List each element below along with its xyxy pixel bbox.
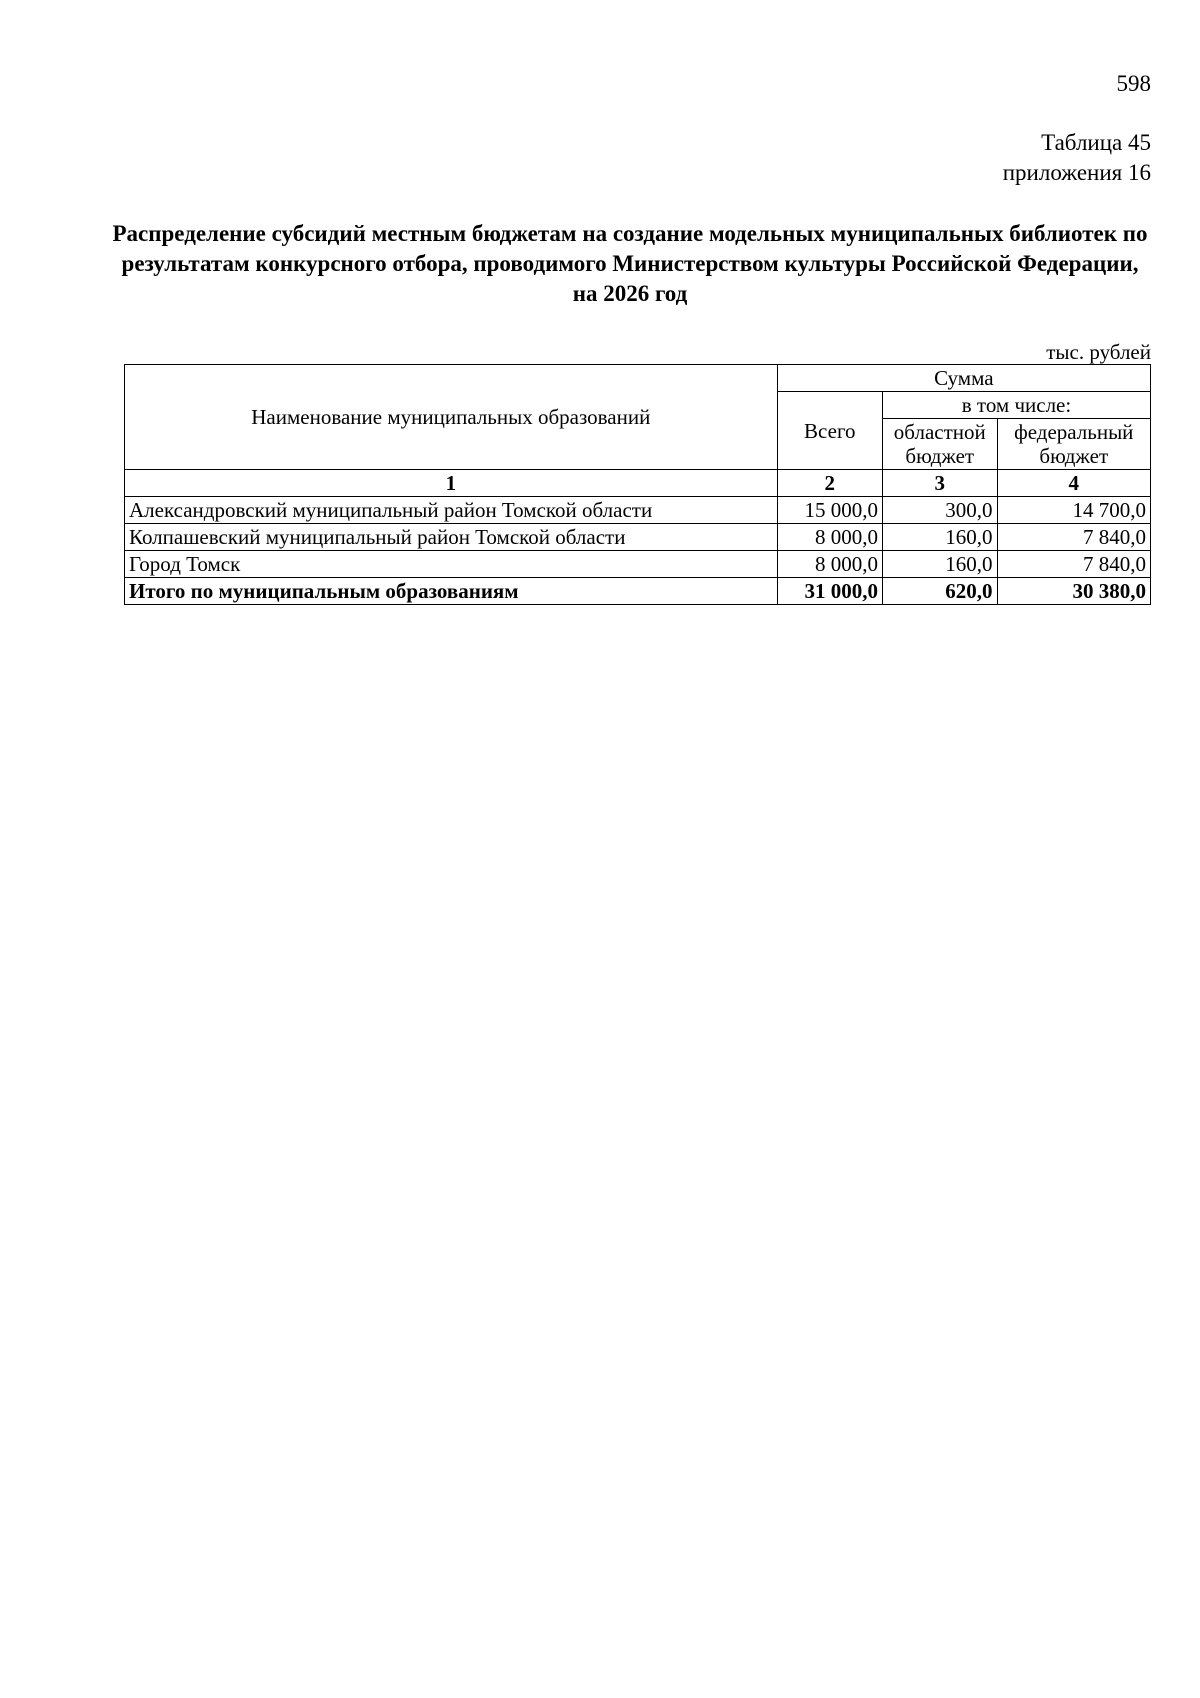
table-row [125,551,1151,578]
units-label: тыс. рублей [1046,340,1151,364]
row-regional: 160,0 [882,524,997,551]
total-row-total: 31 000,0 [777,578,882,605]
subsidy-table [124,364,1151,605]
document-title: Распределение субсидий местным бюджетам на создание модельных муниципальных библиотек по результатам конкурсного отбора, проводимого Министерством культуры Российской Федерации, на 2026 год [112,221,1148,306]
row-federal: 7 840,0 [997,524,1150,551]
total-row [125,578,1151,605]
table-row [125,524,1151,551]
header-row-1 [125,365,1151,392]
page-number: 598 [1116,71,1151,96]
header-total: Всего [777,392,882,470]
row-federal: 7 840,0 [997,551,1150,578]
header-sum: Сумма [777,365,1150,392]
total-row-name: Итого по муниципальным образованиям [125,578,778,605]
row-name: Колпашевский муниципальный район Томской области [125,524,778,551]
row-federal: 14 700,0 [997,497,1150,524]
header-name: Наименование муниципальных образований [125,365,778,470]
column-number-row [125,470,1151,497]
table-caption [1003,128,1151,188]
row-total: 8 000,0 [777,551,882,578]
row-regional: 300,0 [882,497,997,524]
row-total: 15 000,0 [777,497,882,524]
column-number: 4 [997,470,1150,497]
total-row-federal: 30 380,0 [997,578,1150,605]
header-including: в том числе: [882,392,1150,419]
row-total: 8 000,0 [777,524,882,551]
column-number: 2 [777,470,882,497]
header-regional: областной бюджет [882,419,997,470]
header-federal: федеральный бюджет [997,419,1150,470]
row-regional: 160,0 [882,551,997,578]
row-name: Александровский муниципальный район Томской области [125,497,778,524]
table-caption-line1: Таблица 45 [1041,130,1151,155]
total-row-regional: 620,0 [882,578,997,605]
column-number: 1 [125,470,778,497]
table-row [125,497,1151,524]
row-name: Город Томск [125,551,778,578]
column-number: 3 [882,470,997,497]
table-caption-line2: приложения 16 [1002,160,1151,185]
